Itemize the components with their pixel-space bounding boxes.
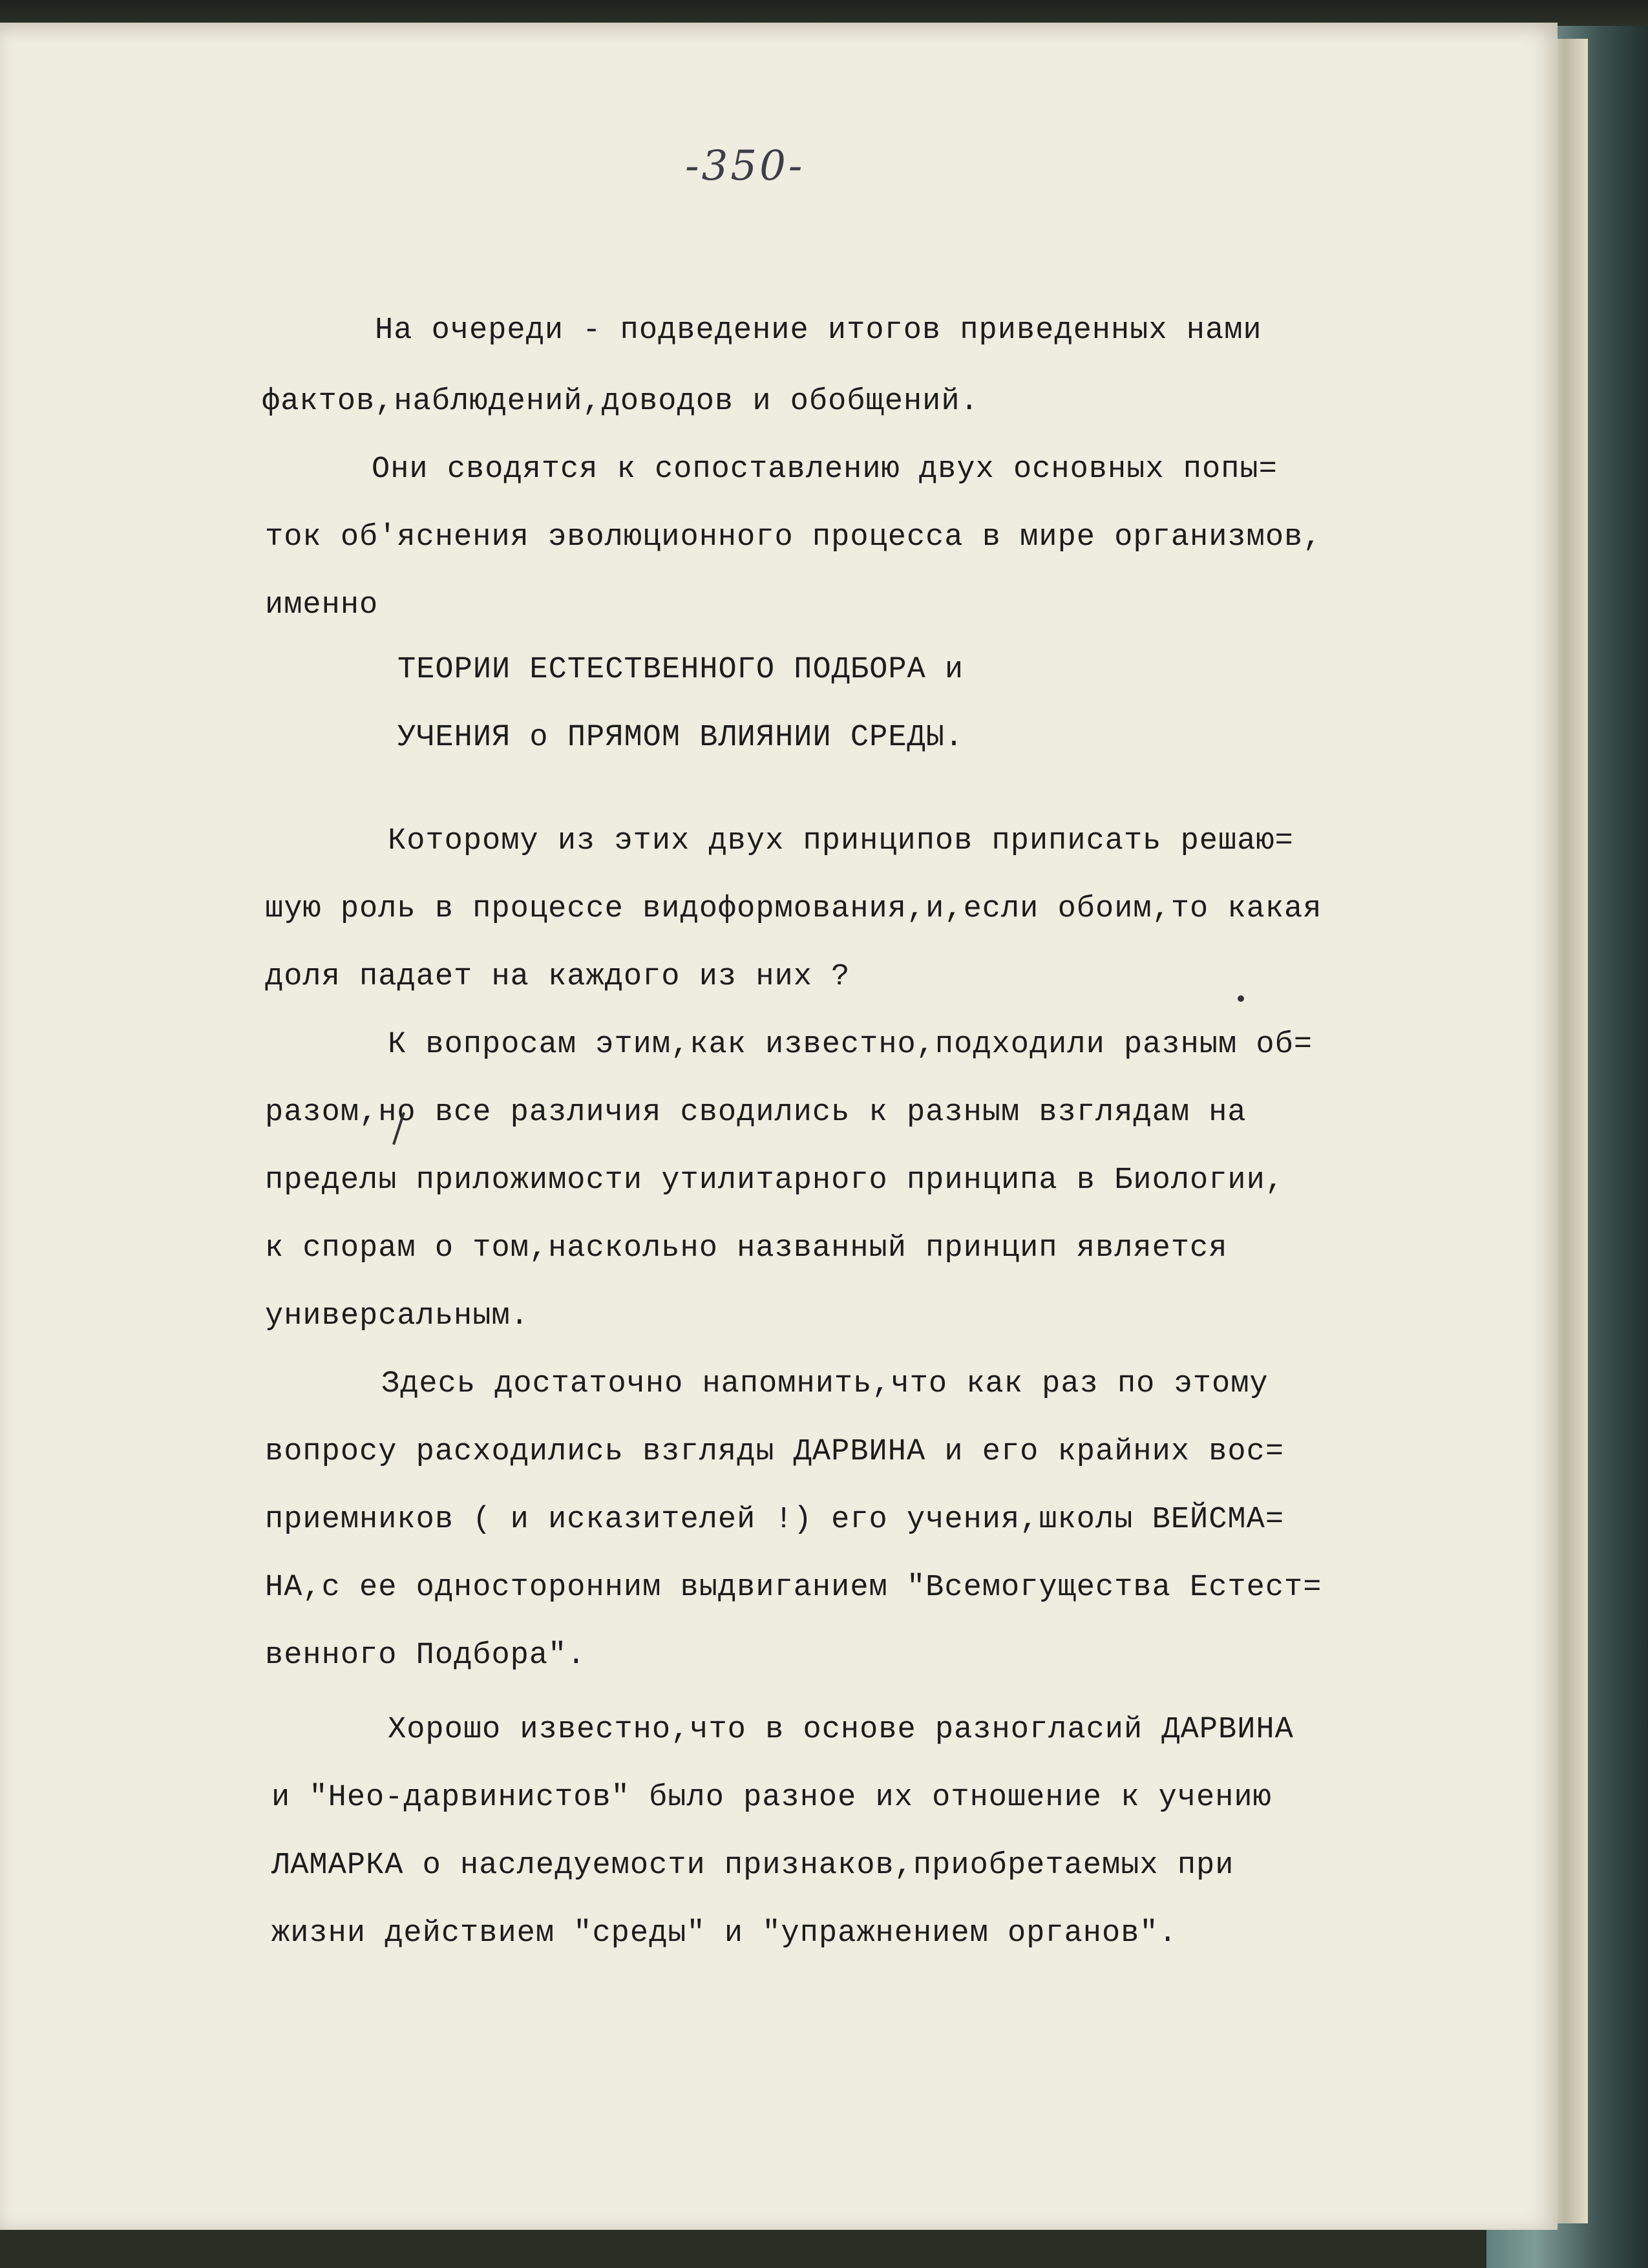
document-page <box>0 23 1558 2230</box>
text-line: ЛАМАРКА о наследуемости признаков,приобретаемых при <box>271 1849 1234 1883</box>
text-line: разом,но все различия сводились к разным взглядам на <box>265 1096 1247 1130</box>
text-line: Здесь достаточно напомнить,что как раз по этому <box>381 1367 1269 1401</box>
text-line: ток об'яснения эволюционного процесса в мире организмов, <box>265 520 1322 555</box>
text-line: НА,с ее односторонним выдвиганием "Всемогущества Естест= <box>265 1571 1322 1605</box>
text-line: пределы приложимости утилитарного принципа в Биологии, <box>265 1163 1285 1198</box>
text-line: именно <box>265 588 379 622</box>
text-line: Они сводятся к сопоставлению двух основных попы= <box>372 452 1278 487</box>
text-line: Хорошо известно,что в основе разногласий ДАРВИНА <box>388 1713 1294 1747</box>
text-line: ТЕОРИИ ЕСТЕСТВЕННОГО ПОДБОРА и <box>397 653 964 687</box>
text-line: фактов,наблюдений,доводов и обобщений. <box>262 385 979 419</box>
text-line: вопросу расходились взгляды ДАРВИНА и его крайних вос= <box>265 1435 1285 1469</box>
text-line: приемников ( и исказителей !) его учения,школы ВЕЙСМА= <box>265 1503 1285 1537</box>
text-line: и "Нео-дарвинистов" было разное их отношение к учению <box>271 1781 1272 1815</box>
text-line: доля падает на каждого из них ? <box>265 960 850 994</box>
text-line: универсальным. <box>265 1299 529 1333</box>
text-line: шую роль в процессе видоформования,и,если обоим,то какая <box>265 892 1322 926</box>
text-line: К вопросам этим,как известно,подходили разным об= <box>388 1028 1313 1062</box>
text-line: венного Подбора". <box>265 1638 586 1673</box>
text-line: к спорам о том,наскольно названный принцип является <box>265 1231 1228 1266</box>
text-line: УЧЕНИЯ о ПРЯМОМ ВЛИЯНИИ СРЕДЫ. <box>397 721 964 755</box>
text-line: Которому из этих двух принципов приписать решаю= <box>388 824 1294 858</box>
text-line: На очереди - подведение итогов приведенных нами <box>375 313 1262 348</box>
page-number: -350- <box>685 142 805 190</box>
pen-dot-mark <box>1238 995 1244 1002</box>
text-line: жизни действием "среды" и "упражнением органов". <box>271 1916 1178 1951</box>
